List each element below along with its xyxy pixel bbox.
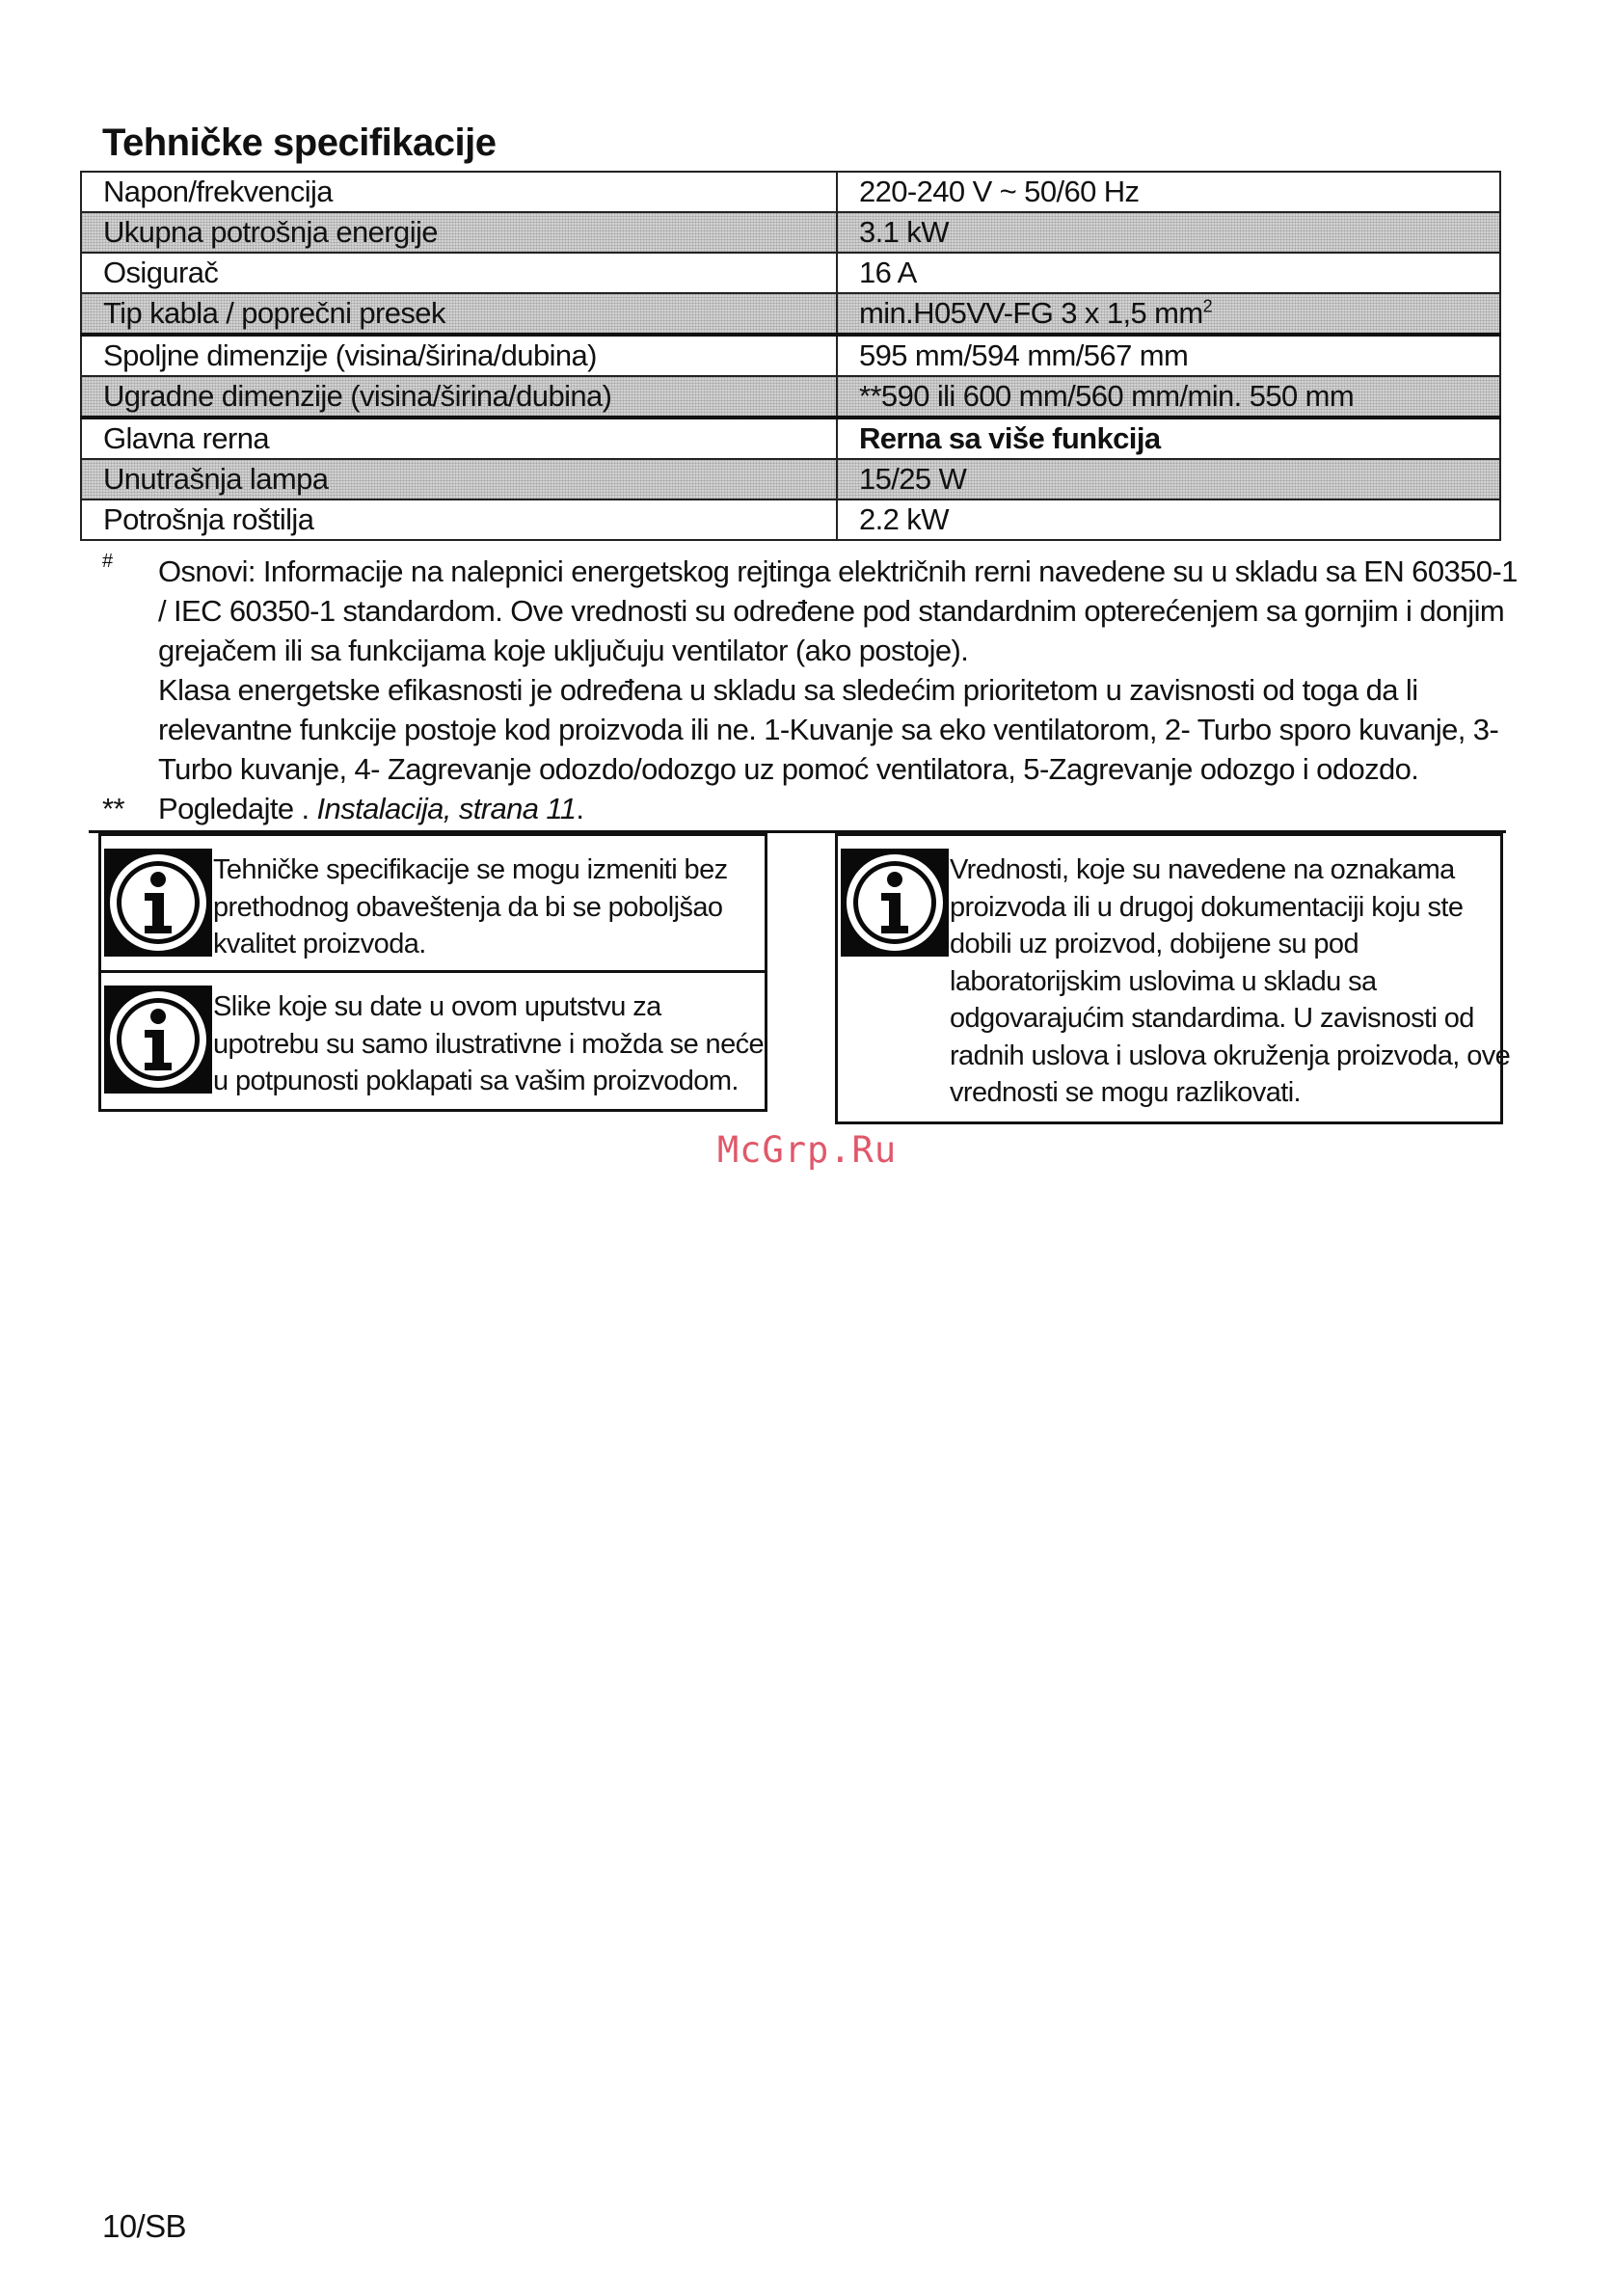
watermark: McGrp.Ru bbox=[716, 1129, 898, 1171]
spec-value: Rerna sa više funkcija bbox=[859, 421, 1161, 455]
info-text-line: u potpunosti poklapati sa vašim proizvodom. bbox=[213, 1066, 739, 1096]
spec-label: Potrošnja roštilja bbox=[81, 500, 837, 540]
footnote-star-line bbox=[158, 789, 1510, 828]
footnote-star bbox=[102, 789, 1510, 828]
spec-row bbox=[81, 459, 1500, 500]
footnote-line: Osnovi: Informacije na nalepnici energetskog rejtinga električnih rerni navedene su u skladu sa EN 60350-1 bbox=[158, 554, 1518, 588]
spec-value: 16 A bbox=[859, 256, 917, 289]
footnote-line: Turbo kuvanje, 4- Zagrevanje odozdo/odozgo uz pomoć ventilatora, 5-Zagrevanje odozgo i odozdo. bbox=[158, 752, 1419, 786]
info-text-line: proizvoda ili u drugoj dokumentaciji koju ste bbox=[950, 891, 1464, 923]
spec-label: Glavna rerna bbox=[81, 418, 837, 459]
spec-value-cell bbox=[837, 500, 1500, 540]
spec-value-cell bbox=[837, 376, 1500, 418]
spec-label: Tip kabla / poprečni presek bbox=[81, 293, 837, 335]
installation-page-reference[interactable]: Instalacija, strana 11 bbox=[316, 792, 577, 825]
info-text-line: Tehničke specifikacije se mogu izmeniti bez bbox=[213, 854, 728, 885]
spec-label: Ukupna potrošnja energije bbox=[81, 212, 837, 253]
spec-value-cell bbox=[837, 293, 1500, 335]
spec-label: Spoljne dimenzije (visina/širina/dubina) bbox=[81, 335, 837, 376]
footnote-star-suffix: . bbox=[576, 792, 584, 825]
spec-value-cell bbox=[837, 253, 1500, 293]
spec-row bbox=[81, 335, 1500, 376]
info-note-illustrations bbox=[101, 973, 765, 1106]
info-text-line: kvalitet proizvoda. bbox=[213, 929, 426, 959]
page-number: 10/SB bbox=[102, 2208, 186, 2244]
info-icon bbox=[841, 849, 949, 957]
footnote-star-mark: ** bbox=[102, 792, 124, 825]
spec-row bbox=[81, 293, 1500, 335]
spec-label: Ugradne dimenzije (visina/širina/dubina) bbox=[81, 376, 837, 418]
info-box-left bbox=[98, 833, 767, 1112]
info-box-right bbox=[835, 833, 1511, 1124]
footnote-hash-mark: # bbox=[102, 551, 113, 572]
spec-row bbox=[81, 253, 1500, 293]
info-icon bbox=[104, 849, 212, 957]
info-text bbox=[950, 851, 1511, 1112]
spec-label: Unutrašnja lampa bbox=[81, 459, 837, 500]
info-text-line: radnih uslova i uslova okruženja proizvoda, ove bbox=[950, 1040, 1511, 1071]
spec-row bbox=[81, 172, 1500, 212]
spec-label: Osigurač bbox=[81, 253, 837, 293]
spec-value-cell bbox=[837, 418, 1500, 459]
spec-value: 15/25 W bbox=[859, 462, 967, 496]
footnote-hash bbox=[102, 551, 1518, 789]
info-note-lab-values bbox=[838, 836, 1511, 1121]
footnote-line: grejačem ili sa funkcijama koje uključuju ventilator (ako postoje). bbox=[158, 634, 969, 667]
info-text-line: prethodnog obaveštenja da bi se poboljšao bbox=[213, 891, 723, 923]
spec-table bbox=[80, 171, 1501, 541]
info-text-line: odgovarajućim standardima. U zavisnosti od bbox=[950, 1003, 1474, 1034]
info-text-line: dobili uz proizvod, dobijene su pod bbox=[950, 929, 1358, 959]
footnotes bbox=[102, 551, 1518, 828]
spec-value: 3.1 kW bbox=[859, 215, 949, 249]
spec-row bbox=[81, 418, 1500, 459]
info-text bbox=[213, 851, 761, 963]
footnote-line: relevantne funkcije postoje kod proizvoda ili ne. 1-Kuvanje sa eko ventilatorom, 2- Turbo sporo kuvanje, 3- bbox=[158, 713, 1499, 746]
info-note-specs-change bbox=[101, 836, 765, 973]
spec-value: 595 mm/594 mm/567 mm bbox=[859, 338, 1189, 372]
spec-value: **590 ili 600 mm/560 mm/min. 550 mm bbox=[859, 379, 1355, 413]
page-title: Tehničke specifikacije bbox=[102, 122, 497, 164]
info-text-line: upotrebu su samo ilustrativne i možda se neće bbox=[213, 1028, 765, 1060]
spec-row bbox=[81, 212, 1500, 253]
spec-value: min.H05VV-FG 3 x 1,5 mm bbox=[859, 296, 1203, 330]
spec-row bbox=[81, 500, 1500, 540]
info-text-line: vrednosti se mogu razlikovati. bbox=[950, 1077, 1301, 1108]
footnote-line: / IEC 60350-1 standardom. Ove vrednosti su određene pod standardnim opterećenjem sa gornjim i donjim bbox=[158, 594, 1505, 628]
info-icon bbox=[104, 986, 212, 1094]
info-text-line: laboratorijskim uslovima u skladu sa bbox=[950, 965, 1377, 997]
footnote-star-prefix: Pogledajte . bbox=[158, 792, 317, 825]
spec-value: 220-240 V ~ 50/60 Hz bbox=[859, 175, 1140, 208]
footnote-line: Klasa energetske efikasnosti je određena u skladu sa sledećim prioritetom u zavisnosti od toga da li bbox=[158, 673, 1418, 707]
spec-value-cell bbox=[837, 335, 1500, 376]
spec-value-cell bbox=[837, 212, 1500, 253]
info-text-line: Slike koje su date u ovom uputstvu za bbox=[213, 991, 661, 1022]
info-text-line: Vrednosti, koje su navedene na oznakama bbox=[950, 854, 1455, 885]
spec-value: 2.2 kW bbox=[859, 502, 949, 536]
spec-value-cell bbox=[837, 459, 1500, 500]
spec-row bbox=[81, 376, 1500, 418]
spec-label: Napon/frekvencija bbox=[81, 172, 837, 212]
info-text bbox=[213, 988, 765, 1100]
spec-value-cell bbox=[837, 172, 1500, 212]
spec-value-superscript: 2 bbox=[1202, 296, 1213, 316]
